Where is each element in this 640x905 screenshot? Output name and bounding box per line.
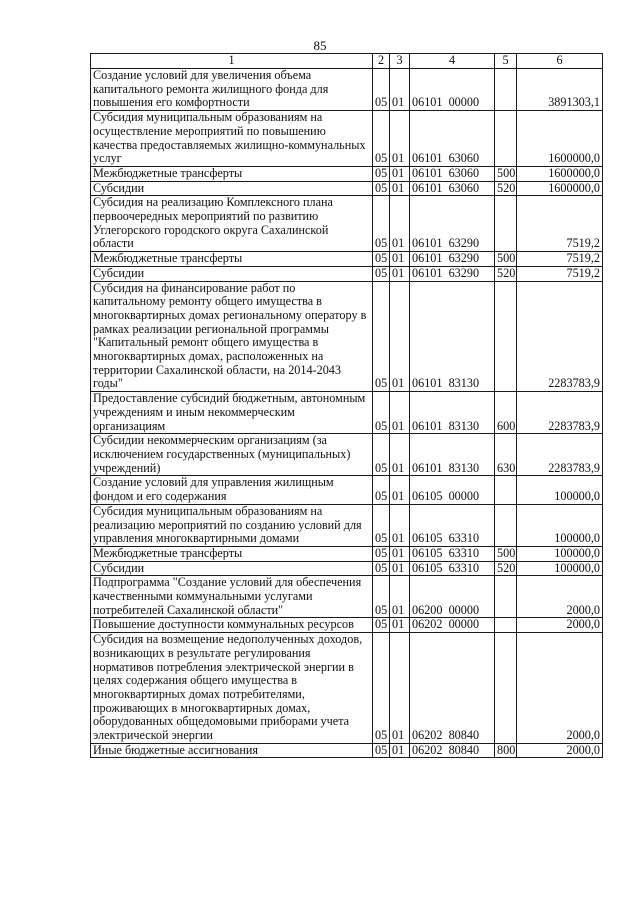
row-section: 05: [373, 281, 390, 392]
row-amount: 100000,0: [517, 504, 603, 546]
row-target-code: 06105 63310: [410, 504, 495, 546]
row-expense-type: 600: [495, 392, 517, 434]
row-amount: 100000,0: [517, 546, 603, 561]
row-section: 05: [373, 618, 390, 633]
row-target-code: 06101 63060: [410, 166, 495, 181]
row-name: Субсидии некоммерческим организациям (за исключением государственных (муниципальных) учреждений): [91, 434, 373, 476]
row-amount: 2283783,9: [517, 281, 603, 392]
row-subsection: 01: [390, 561, 410, 576]
row-name: Субсидия на возмещение недополученных доходов, возникающих в результате регулирования нормативов потребления электрической энергии в целях содержания общего имущества в многоквартирных домах потребителями, проживающих в многоквартирных домах, оборудованных общедомовыми приборами учета электрической энергии: [91, 633, 373, 744]
table-row: [91, 252, 603, 267]
row-subsection: 01: [390, 743, 410, 758]
row-section: 05: [373, 576, 390, 618]
table-row: [91, 69, 603, 111]
row-expense-type: [495, 476, 517, 504]
row-target-code: 06200 00000: [410, 576, 495, 618]
budget-table: [90, 53, 603, 758]
row-amount: 1600000,0: [517, 111, 603, 167]
row-name: Межбюджетные трансферты: [91, 252, 373, 267]
row-name: Субсидии: [91, 266, 373, 281]
row-amount: 2000,0: [517, 576, 603, 618]
row-name: Субсидии: [91, 181, 373, 196]
row-name: Иные бюджетные ассигнования: [91, 743, 373, 758]
table-row: [91, 266, 603, 281]
table-row: [91, 633, 603, 744]
row-amount: 2283783,9: [517, 392, 603, 434]
row-expense-type: 520: [495, 181, 517, 196]
row-expense-type: [495, 69, 517, 111]
row-subsection: 01: [390, 252, 410, 267]
row-expense-type: [495, 196, 517, 252]
row-target-code: 06101 83130: [410, 281, 495, 392]
row-subsection: 01: [390, 181, 410, 196]
table-row: [91, 181, 603, 196]
row-target-code: 06101 63060: [410, 181, 495, 196]
column-header-6: 6: [517, 54, 603, 69]
table-row: [91, 476, 603, 504]
row-section: 05: [373, 476, 390, 504]
row-target-code: 06101 63290: [410, 266, 495, 281]
row-subsection: 01: [390, 392, 410, 434]
row-amount: 2000,0: [517, 633, 603, 744]
row-target-code: 06105 00000: [410, 476, 495, 504]
row-expense-type: [495, 504, 517, 546]
row-name: Подпрограмма "Создание условий для обеспечения качественными коммунальными услугами потребителей Сахалинской области": [91, 576, 373, 618]
table-row: [91, 392, 603, 434]
row-section: 05: [373, 196, 390, 252]
row-amount: 7519,2: [517, 252, 603, 267]
row-subsection: 01: [390, 504, 410, 546]
table-body: [91, 69, 603, 758]
row-name: Повышение доступности коммунальных ресурсов: [91, 618, 373, 633]
row-target-code: 06105 63310: [410, 561, 495, 576]
row-section: 05: [373, 434, 390, 476]
row-target-code: 06202 00000: [410, 618, 495, 633]
row-amount: 7519,2: [517, 266, 603, 281]
row-subsection: 01: [390, 546, 410, 561]
row-amount: 3891303,1: [517, 69, 603, 111]
row-subsection: 01: [390, 196, 410, 252]
row-amount: 1600000,0: [517, 166, 603, 181]
table-row: [91, 618, 603, 633]
column-header-5: 5: [495, 54, 517, 69]
column-header-4: 4: [410, 54, 495, 69]
table-row: [91, 281, 603, 392]
row-amount: 2000,0: [517, 743, 603, 758]
row-amount: 1600000,0: [517, 181, 603, 196]
row-amount: 7519,2: [517, 196, 603, 252]
row-name: Субсидия муниципальным образованиям на осуществление мероприятий по повышению качества предоставляемых жилищно-коммунальных услуг: [91, 111, 373, 167]
row-name: Межбюджетные трансферты: [91, 546, 373, 561]
row-section: 05: [373, 266, 390, 281]
row-section: 05: [373, 69, 390, 111]
row-name: Субсидии: [91, 561, 373, 576]
row-subsection: 01: [390, 618, 410, 633]
column-header-3: 3: [390, 54, 410, 69]
row-expense-type: 800: [495, 743, 517, 758]
row-target-code: 06101 63060: [410, 111, 495, 167]
row-name: Создание условий для увеличения объема капитального ремонта жилищного фонда для повышения его комфортности: [91, 69, 373, 111]
table-row: [91, 166, 603, 181]
row-name: Субсидия муниципальным образованиям на реализацию мероприятий по созданию условий для управления многоквартирными домами: [91, 504, 373, 546]
row-expense-type: 520: [495, 266, 517, 281]
table-row: [91, 111, 603, 167]
row-name: Создание условий для управления жилищным фондом и его содержания: [91, 476, 373, 504]
row-subsection: 01: [390, 111, 410, 167]
row-subsection: 01: [390, 576, 410, 618]
row-subsection: 01: [390, 166, 410, 181]
row-expense-type: 630: [495, 434, 517, 476]
header-row: [91, 54, 603, 69]
row-section: 05: [373, 166, 390, 181]
row-section: 05: [373, 392, 390, 434]
table-row: [91, 434, 603, 476]
row-amount: 2283783,9: [517, 434, 603, 476]
row-target-code: 06101 00000: [410, 69, 495, 111]
row-expense-type: [495, 576, 517, 618]
row-expense-type: [495, 618, 517, 633]
row-subsection: 01: [390, 69, 410, 111]
column-header-1: 1: [91, 54, 373, 69]
row-subsection: 01: [390, 281, 410, 392]
row-expense-type: [495, 281, 517, 392]
row-section: 05: [373, 633, 390, 744]
table-row: [91, 196, 603, 252]
row-target-code: 06101 83130: [410, 434, 495, 476]
row-name: Субсидия на финансирование работ по капитальному ремонту общего имущества в многоквартирных домах региональному оператору в рамках реализации региональной программы "Капитальный ремонт общего имущества в многоквартирных домах, расположенных на территории Сахалинской области, на 2014-2043 годы": [91, 281, 373, 392]
row-section: 05: [373, 111, 390, 167]
row-subsection: 01: [390, 434, 410, 476]
row-expense-type: [495, 633, 517, 744]
row-name: Межбюджетные трансферты: [91, 166, 373, 181]
table-row: [91, 576, 603, 618]
row-name: Предоставление субсидий бюджетным, автономным учреждениям и иным некоммерческим организациям: [91, 392, 373, 434]
row-target-code: 06202 80840: [410, 743, 495, 758]
table-row: [91, 546, 603, 561]
table-row: [91, 504, 603, 546]
row-subsection: 01: [390, 633, 410, 744]
row-amount: 100000,0: [517, 561, 603, 576]
row-section: 05: [373, 561, 390, 576]
row-amount: 2000,0: [517, 618, 603, 633]
row-amount: 100000,0: [517, 476, 603, 504]
row-section: 05: [373, 181, 390, 196]
row-target-code: 06105 63310: [410, 546, 495, 561]
row-section: 05: [373, 546, 390, 561]
table-row: [91, 743, 603, 758]
row-target-code: 06101 63290: [410, 252, 495, 267]
row-expense-type: 520: [495, 561, 517, 576]
row-section: 05: [373, 504, 390, 546]
column-header-2: 2: [373, 54, 390, 69]
page-number: 85: [313, 38, 327, 53]
row-expense-type: [495, 111, 517, 167]
row-subsection: 01: [390, 476, 410, 504]
row-section: 05: [373, 743, 390, 758]
row-expense-type: 500: [495, 546, 517, 561]
row-target-code: 06101 63290: [410, 196, 495, 252]
row-subsection: 01: [390, 266, 410, 281]
row-name: Субсидия на реализацию Комплексного плана первоочередных мероприятий по развитию Углегорского городского округа Сахалинской области: [91, 196, 373, 252]
row-expense-type: 500: [495, 166, 517, 181]
row-expense-type: 500: [495, 252, 517, 267]
row-section: 05: [373, 252, 390, 267]
row-target-code: 06202 80840: [410, 633, 495, 744]
table-row: [91, 561, 603, 576]
row-target-code: 06101 83130: [410, 392, 495, 434]
